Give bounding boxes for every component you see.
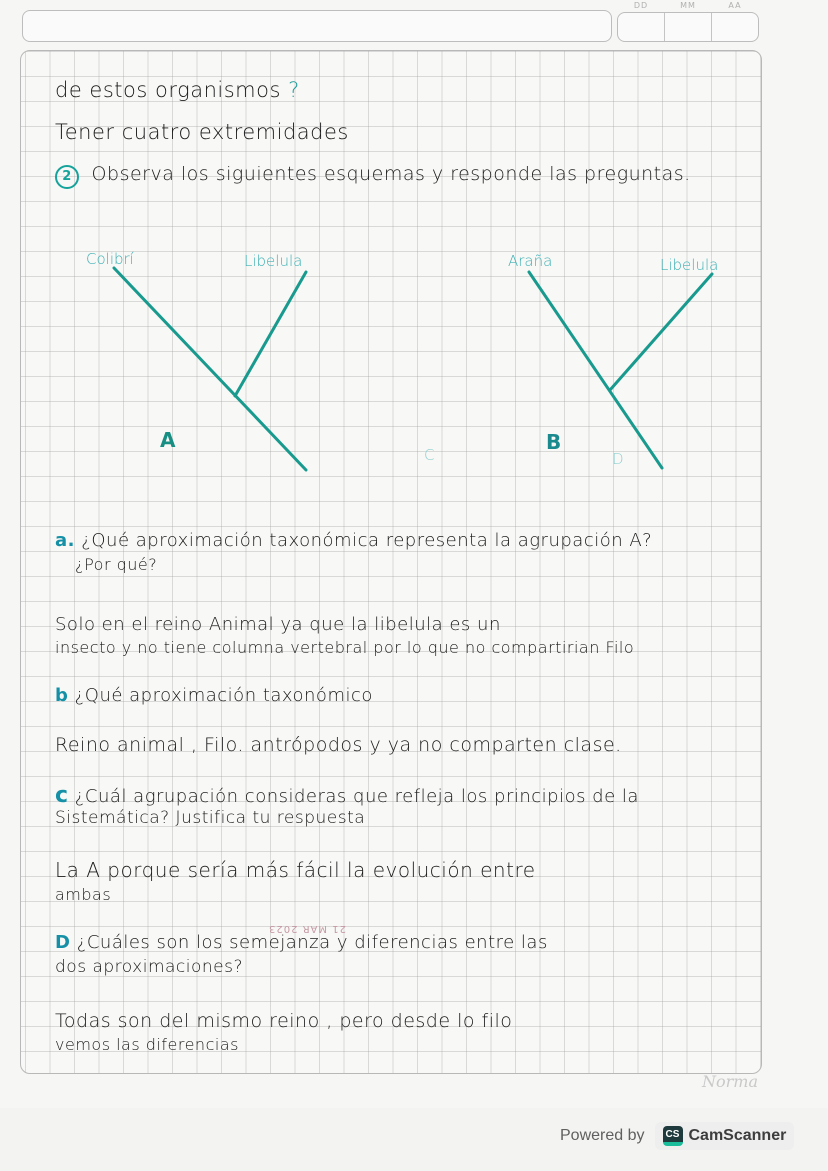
date-label-day: DD	[633, 1, 649, 10]
question-number-badge: 2	[55, 165, 79, 189]
question-mark: ?	[288, 78, 300, 102]
camscanner-app-name: CamScanner	[688, 1127, 787, 1144]
answer-d-line2: vemos las diferencias	[55, 1035, 239, 1054]
question-b-text: ¿Qué aproximación taxonómico	[74, 685, 373, 706]
question-letter-b: b	[55, 685, 69, 706]
date-label-month: MM	[680, 1, 696, 10]
answer-line-extremities: Tener cuatro extremidades	[55, 120, 349, 144]
question-a-line1	[55, 530, 652, 551]
question-c-line1	[55, 783, 639, 808]
answer-d-line1: Todas son del mismo reino , pero desde lo filo	[55, 1010, 513, 1032]
camscanner-footer	[560, 1122, 794, 1150]
taxon-label-libelula-b: Libelula	[660, 256, 719, 274]
answer-c-line1: La A porque sería más fácil la evolución entre	[55, 858, 536, 882]
question-letter-a: a.	[55, 530, 75, 551]
answer-c-line2: ambas	[55, 885, 112, 904]
cladogram-a	[114, 268, 306, 470]
taxon-label-arana: Araña	[508, 252, 553, 270]
date-label-year: AA	[728, 1, 742, 10]
question-letter-d: D	[55, 932, 71, 953]
taxon-label-libelula-a: Libelula	[244, 252, 303, 270]
answer-a-line2: insecto y no tiene columna vertebral por lo que no compartirian Filo	[55, 638, 635, 657]
question-b-line1	[55, 685, 373, 706]
question-letter-c: c	[55, 783, 69, 808]
powered-by-text: Powered by	[560, 1127, 645, 1144]
question-a-text: ¿Qué aproximación taxonómica representa la agrupación A?	[81, 530, 653, 551]
stray-mark-c: C	[424, 446, 435, 464]
group-label-b: B	[546, 430, 562, 454]
camscanner-logo-icon: CS	[663, 1126, 683, 1146]
text: de estos organismos	[55, 78, 281, 102]
question-2-text: Observa los siguientes esquemas y responde las preguntas.	[91, 163, 691, 185]
question-a-line2: ¿Por qué?	[75, 555, 158, 574]
question-d-line1	[55, 932, 548, 953]
date-stamp-faint: 21 MAR 2023	[268, 923, 346, 934]
question-c-line2: Sistemática? Justifica tu respuesta	[55, 808, 366, 828]
question-d-line2: dos aproximaciones?	[55, 957, 243, 977]
taxon-label-colibri: Colibrí	[86, 250, 134, 268]
answer-a-line1: Solo en el reino Animal ya que la libelula es un	[55, 614, 501, 635]
stray-mark-d: D	[612, 450, 624, 468]
question-d-text: ¿Cuáles son los semejanza y diferencias entre las	[76, 932, 548, 953]
camscanner-badge	[655, 1122, 795, 1150]
notebook-brand-logo: Norma	[702, 1072, 758, 1091]
answer-b-line1: Reino animal , Filo. antrópodos y ya no comparten clase.	[55, 734, 622, 756]
group-label-a: A	[160, 428, 176, 452]
question-c-text: ¿Cuál agrupación consideras que refleja los principios de la	[74, 786, 639, 807]
